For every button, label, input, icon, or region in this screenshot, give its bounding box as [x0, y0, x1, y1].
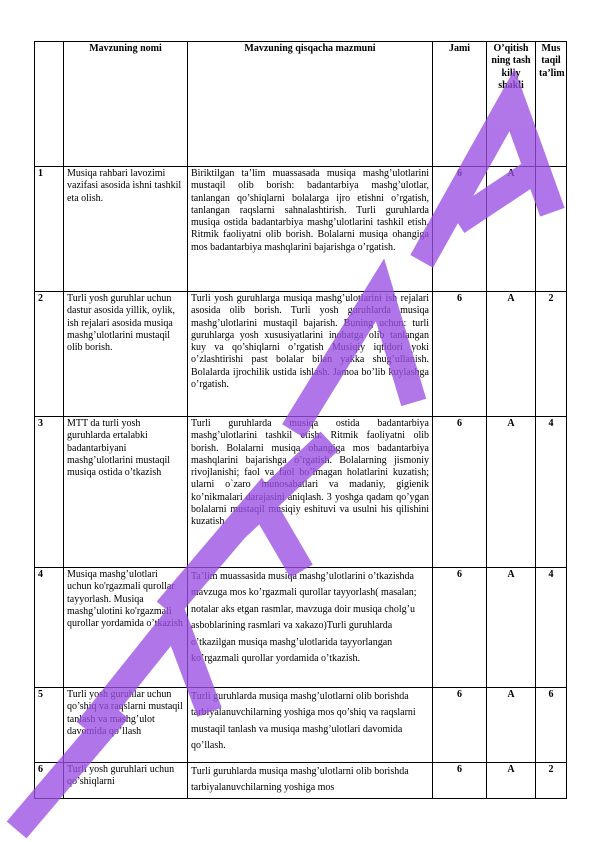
teaching-form: A	[487, 167, 536, 292]
independent-hours: 2	[536, 292, 567, 417]
independent-hours: 2	[536, 763, 567, 799]
topic-name: MTT da turli yosh guruhlarda ertalabki badantarbiyani mashg’ulotlarini mustaqil musiqa ostida o’tkazish	[64, 417, 188, 568]
table-row	[35, 167, 567, 292]
practice-plan-table	[34, 41, 567, 799]
table-row	[35, 763, 567, 799]
row-number: 1	[35, 167, 64, 292]
total-hours: 6	[433, 568, 487, 688]
topic-summary: Biriktilgan ta’lim muassasada musiqa mashg’ulotlarini mustaqil olib borish: badantarbiya mashg’ulotlar, tanlangan qo’shiqlarni bolalarga ijro etishni o’rgatish, tanlangan raqslarni sahnalashtirish. Turli guruhlarda musiqa ostida badantarbiya mashg’ulotlarini tashkil etish. Ritmik faoliyatni olib borish. Bolalarni musiqa ohangiga mos badantarbiya mashqlarini bajarishga o’rgatish.	[188, 167, 433, 292]
table-row	[35, 688, 567, 763]
header-independent-study: Mus taqil ta’lim	[536, 42, 567, 167]
header-total: Jami	[433, 42, 487, 167]
row-number: 6	[35, 763, 64, 799]
topic-summary: Ta’lim muassasida musiqa mashg’ulotlarini o’tkazishda mavzuga mos ko’rgazmali qurollar tayyorlash( masalan; notalar aks etgan rasmlar, mavzuga doir musiqa cholg’u asboblarining rasmlari va xakazo)Turli guruhlarda o’tkazilgan musiqa mashg’ulotlarida tayyorlangan ko’rgazmali qurollar yordamida o’tkazish.	[188, 568, 433, 688]
table-row	[35, 292, 567, 417]
topic-summary: Turli yosh guruhlarga musiqa mashg’ulotlarini ish rejalari asosida olib borish. Turli yosh guruhlarda musiqa mashg’ulotlarini mustaqil bajarish. Buning uchun: turli guruhlarga yosh xususiyatlarini inobatga olib tanlangan kuy va qo’shiqlarni o’rgatish Musiqiy iqtidori yoki o’zlashtirishi past bolalar bilan yakka shug’ullanish. Bolalarda ijrochilik ustida ishlash. Jamoa bo’lib kuylashga o’rgatish.	[188, 292, 433, 417]
independent-hours: 4	[536, 417, 567, 568]
table-row	[35, 568, 567, 688]
header-topic-summary: Mavzuning qisqacha mazmuni	[188, 42, 433, 167]
total-hours: 6	[433, 688, 487, 763]
topic-name: Turli yosh guruhlar uchun dastur asosida yillik, oylik, ish rejalari asosida musiqa mashg’ulotlarini mustaqil olib borish.	[64, 292, 188, 417]
teaching-form: A	[487, 568, 536, 688]
row-number: 3	[35, 417, 64, 568]
total-hours: 6	[433, 292, 487, 417]
topic-summary: Turli guruhlarda musiqa mashg’ulotlarni olib borishda tarbiyalanuvchilarning yoshiga mos	[188, 763, 433, 799]
table-row	[35, 417, 567, 568]
total-hours: 6	[433, 167, 487, 292]
topic-summary: Turli guruhlarda musiqa mashg’ulotlarni olib borishda tarbiyalanuvchilarning yoshiga mos qo’shiq va raqslarni mustaqil tanlash va musiqa mashg’ulotlari davomida qo’llash.	[188, 688, 433, 763]
topic-name: Turli yosh guruhlari uchun qo’shiqlarni	[64, 763, 188, 799]
table-header-row	[35, 42, 567, 167]
teaching-form: A	[487, 417, 536, 568]
header-teaching-form: O’qitish ning tash kiliy shakli	[487, 42, 536, 167]
total-hours: 6	[433, 763, 487, 799]
topic-name: Turli yosh guruhlar uchun qo’shiq va raqslarni mustaqil tanlash va mashg’ulot davomida qo’llash	[64, 688, 188, 763]
independent-hours	[536, 167, 567, 292]
header-topic-name: Mavzuning nomi	[64, 42, 188, 167]
independent-hours: 4	[536, 568, 567, 688]
independent-hours: 6	[536, 688, 567, 763]
teaching-form: A	[487, 292, 536, 417]
total-hours: 6	[433, 417, 487, 568]
header-number	[35, 42, 64, 167]
teaching-form: A	[487, 763, 536, 799]
row-number: 4	[35, 568, 64, 688]
topic-name: Musiqa mashg’ulotlari uchun ko'rgazmali qurollar tayyorlash. Musiqa mashg’ulotini ko'rgazmali qurollar yordamida o’tkazish	[64, 568, 188, 688]
teaching-form: A	[487, 688, 536, 763]
topic-summary: Turli guruhlarda musiqa ostida badantarbiya mashg’ulotlarini tashkil etish. Ritmik faoliyatni olib borish. Bolalarni musiqa ohangiga mos badantarbiya mashqlarini bajarishga o’rgatish. Bolalarning jismoniy rivojlanishi; faol va faol bo’lmagan holatlarini kuzatish; ularni o`zaro munosabatlari va madaniy, gigienik ko’nikmalari darajasini aniqlash. 3 yoshga qadam qo’ygan bolalarni mustaqil musiqiy eshituvi va usulni his qilishini kuzatish	[188, 417, 433, 568]
topic-name: Musiqa rahbari lavozimi vazifasi asosida ishni tashkil eta olish.	[64, 167, 188, 292]
row-number: 2	[35, 292, 64, 417]
row-number: 5	[35, 688, 64, 763]
